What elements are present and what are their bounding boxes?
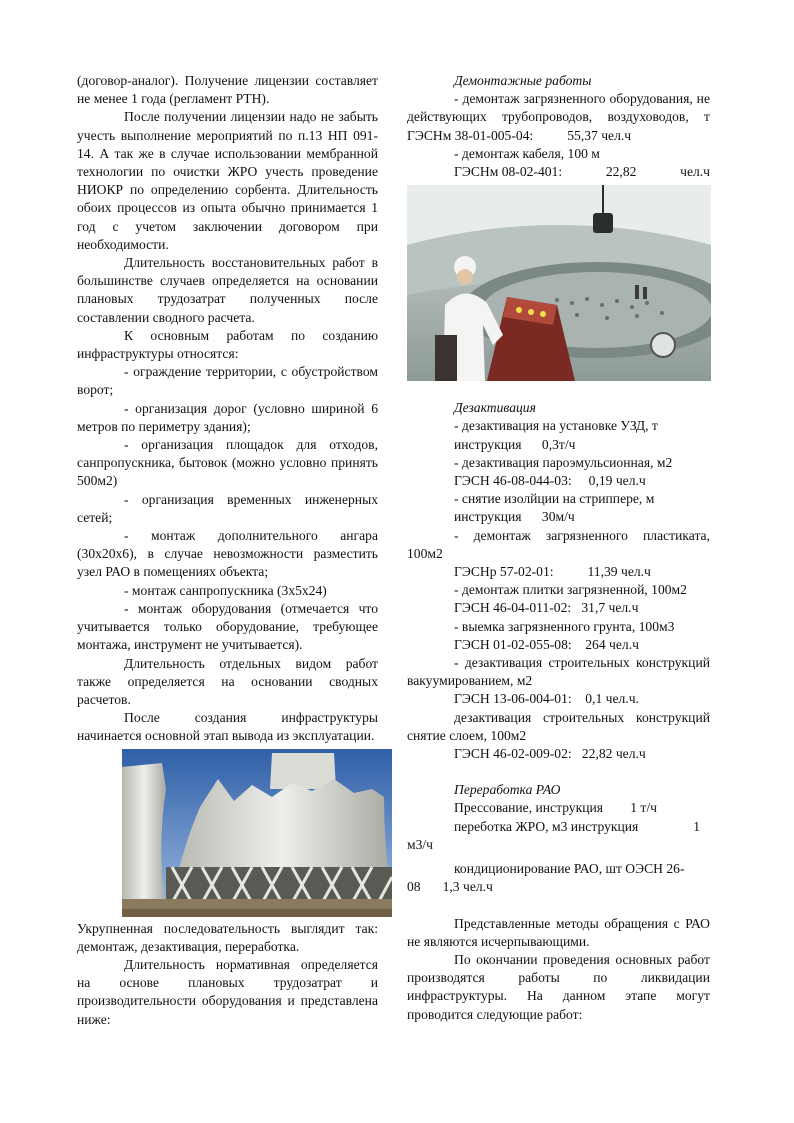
decon-vacuum-value: 0,1 чел.ч. — [585, 691, 639, 707]
heading-rao-processing: Переработка РАО — [454, 782, 561, 798]
decon-uzd-source: инструкция — [454, 436, 522, 452]
decon-item-uzd: - дезактивация на установке УЗД, т — [454, 418, 658, 434]
decon-plastic-value: 11,39 чел.ч — [587, 564, 651, 580]
list-item: - ограждение территории, с обустройством ворот; — [77, 364, 378, 398]
paragraph-main-stage: После создания инфраструктуры начинается основной этап вывода из эксплуатации. — [77, 710, 378, 744]
paragraph-restoration-duration: Длительность восстановительных работ в большинстве случаев определяется на основании плановых трудозатрат полученных после составлении сводного расчета. — [77, 255, 378, 325]
heading-decontamination: Дезактивация — [454, 400, 536, 416]
decon-item-stripper-norm — [407, 508, 710, 526]
decon-layer-code: ГЭСН 46-02-009-02: — [454, 746, 572, 762]
decon-plastic-code: ГЭСНр 57-02-01: — [454, 564, 554, 580]
rao-conditioning-value: 1,3 чел.ч — [442, 879, 493, 895]
list-item: - монтаж санпропускника (3х5х24) — [124, 582, 327, 598]
demontage-item-equipment — [407, 90, 710, 145]
decon-stripper-value: 30м/ч — [541, 509, 575, 525]
left-column — [77, 72, 378, 1029]
decon-item-tile: - демонтаж плитки загрязненной, 100м2 — [454, 582, 687, 598]
decon-tile-value: 31,7 чел.ч — [581, 600, 639, 616]
rao-lrw-unit: м3/ч — [407, 836, 434, 852]
decon-layer-value: 22,82 чел.ч — [581, 746, 646, 762]
heading-demontage: Демонтажные работы — [454, 73, 592, 88]
decon-item-plastic: - демонтаж загрязненного пластиката, 100м2 — [407, 527, 710, 561]
rao-lrw-value: 1 — [693, 818, 700, 834]
paragraph-normative-duration: Длительность нормативная определяется на основе плановых трудозатрат и производительности оборудования и представлена ниже: — [77, 956, 378, 1027]
cooling-tower-photo — [122, 749, 392, 917]
demontage-item-equipment-value: 55,37 чел.ч — [567, 127, 632, 143]
paragraph-infrastructure-liquidation: По окончании проведения основных работ производятся работы по ликвидации инфраструктуры. На данном этапе могут проводится следующие работ: — [407, 951, 710, 1022]
decon-vacuum-code: ГЭСН 13-06-004-01: — [454, 691, 572, 707]
demontage-cable-unit: чел.ч — [680, 164, 710, 180]
paragraph-separate-works: Длительность отдельных видом работ также определяется на основании сводных расчетов. — [77, 655, 378, 707]
decon-item-tile-norm — [407, 599, 710, 617]
decon-item-uzd-norm — [407, 436, 710, 454]
list-item: - организация площадок для отходов, санпропускника, бытовок (можно условно принять 500м2) — [77, 437, 378, 489]
list-item: - монтаж оборудования (отмечается что учитывается только оборудование, требующее монтажа, инструмент не учитывается). — [77, 600, 378, 653]
rao-item-lrw — [407, 818, 710, 836]
right-column — [407, 72, 710, 1024]
paragraph-after-license: После получении лицензии надо не забыть учесть выполнение мероприятий по п.13 НП 091-14. А так же в случае использовании мембранной технологии по очистки ЖРО учесть проведение НИОКР по определению сорбента. Длительность обоих процессов из опыта обычно принимается 1 год с учетом заключении договором при необходимости. — [77, 109, 378, 252]
decon-item-vacuum-norm — [407, 690, 710, 708]
decon-item-soil-norm — [407, 636, 710, 654]
rao-pressing-label: Прессование, инструкция — [454, 800, 604, 816]
decon-item-plastic-norm — [407, 563, 710, 581]
decon-steam-value: 0,19 чел.ч — [588, 473, 646, 489]
demontage-cable-value: 22,82 — [605, 164, 637, 180]
decon-item-vacuum: - дезактивация строительных конструкций вакуумированием, м2 — [407, 655, 710, 689]
decon-item-soil: - выемка загрязненного грунта, 100м3 — [454, 618, 675, 634]
decon-uzd-value: 0,3т/ч — [541, 436, 576, 452]
decon-steam-code: ГЭСН 46-08-044-03: — [454, 473, 572, 489]
decon-item-steam: - дезактивация пароэмульсионная, м2 — [454, 454, 673, 470]
list-item: - организация временных инженерных сетей; — [77, 491, 378, 525]
demontage-cable-code: ГЭСНм 08-02-401: — [454, 164, 563, 180]
decon-item-layer: дезактивация строительных конструкций снятие слоем, 100м2 — [407, 709, 710, 743]
rao-item-conditioning: кондиционирование РАО, шт ОЭСН 26- — [454, 861, 685, 877]
decon-item-steam-norm — [407, 472, 710, 490]
rao-lrw-label: переботка ЖРО, м3 инструкция — [454, 818, 639, 834]
paragraph-sequence: Укрупненная последовательность выглядит так: демонтаж, дезактивация, переработка. — [77, 920, 378, 954]
rao-conditioning-code-end: 08 — [407, 879, 421, 895]
rao-item-pressing — [407, 799, 710, 817]
rao-item-conditioning-norm — [407, 878, 710, 896]
paragraph-license-duration: (договор-аналог). Получение лицензии составляет не менее 1 года (регламент РТН). — [77, 73, 378, 107]
reactor-hall-photo — [407, 185, 711, 381]
paragraph-infrastructure-intro: К основным работам по созданию инфраструктуры относятся: — [77, 327, 378, 362]
decon-item-stripper: - снятие изолйции на стриппере, м — [454, 491, 655, 507]
decon-soil-code: ГЭСН 01-02-055-08: — [454, 636, 572, 652]
demontage-item-equipment-text: - демонтаж загрязненного оборудования, не действующих трубопроводов, воздуховодов, т ГЭСНм 38-01-005-04: — [407, 91, 710, 143]
list-item: - организация дорог (условно шириной 6 метров по периметру здания); — [77, 400, 378, 434]
decon-soil-value: 264 чел.ч — [585, 636, 639, 652]
paragraph-methods-note: Представленные методы обращения с РАО не являются исчерпывающими. — [407, 915, 710, 949]
list-item: - монтаж дополнительного ангара (30х20х6), в случае невозможности разместить узел РАО в помещениях объекта; — [77, 528, 378, 580]
rao-pressing-value: 1 т/ч — [630, 800, 657, 816]
demontage-item-cable: - демонтаж кабеля, 100 м — [454, 145, 600, 161]
decon-tile-code: ГЭСН 46-04-011-02: — [454, 600, 572, 616]
demontage-item-cable-norm — [407, 163, 710, 181]
decon-item-layer-norm — [407, 745, 710, 763]
decon-stripper-source: инструкция — [454, 509, 522, 525]
